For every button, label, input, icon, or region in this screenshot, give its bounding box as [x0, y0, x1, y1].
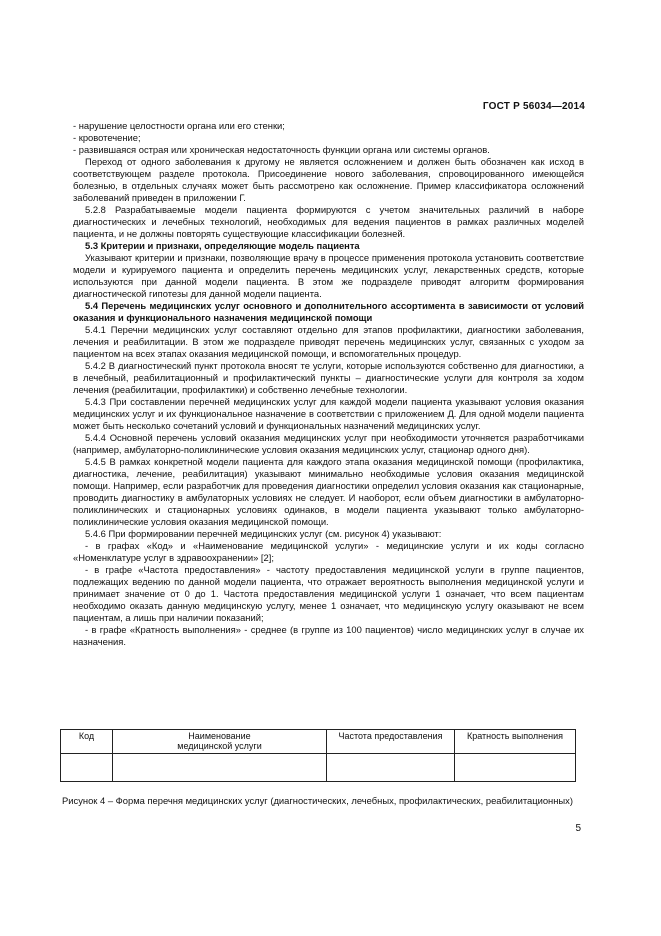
document-header: ГОСТ Р 56034—2014	[482, 101, 585, 112]
column-header-name: Наименование медицинской услуги	[113, 730, 327, 754]
list-item: - в графе «Частота предоставления» - частоту предоставления медицинской услуги в группе пациентов, подлежащих ведению по данной модели пациента, что отражает вероятность выполнения медицинской услуги и принимает значение от 0 до 1. Частота предоставления медицинской услуги 1 означает, что всем пациентам необходимо оказать данную медицинскую услугу, менее 1 означает, что медицинскую услугу оказывают не всем пациентам, а лишь при наличии показаний;	[73, 564, 584, 623]
bullet-item: - развившаяся острая или хроническая недостаточность функции органа или системы органов.	[73, 144, 490, 155]
column-header-multiplicity: Кратность выполнения	[455, 730, 576, 754]
paragraph: 5.4.6 При формировании перечней медицинских услуг (см. рисунок 4) указывают:	[85, 528, 442, 539]
paragraph: Указывают критерии и признаки, позволяющие врачу в процессе применения протокола установить соответствие модели и курируемого пациента и определить перечень медицинских услуг, лекарственных средств, которые используются при данной модели пациента. В этом же подразделе приводят алгоритм формирования диагностической гипотезы для данной модели пациента.	[73, 252, 584, 299]
paragraph: 5.2.8 Разрабатываемые модели пациента формируются с учетом значительных различий в наборе диагностических и лечебных технологий, необходимых для ведения пациентов в рамках различных моделей пациента, и не должны повторять существующие классификации болезней.	[73, 204, 584, 239]
paragraph: 5.4.3 При составлении перечней медицинских услуг для каждой модели пациента указывают условия оказания медицинских услуг и их функциональное назначение в соответствии с приложением Д. Для одной модели пациента может быть несколько сочетаний условий и функциональных назначений медицинских услуг.	[73, 396, 584, 431]
column-header-frequency: Частота предоставления	[327, 730, 455, 754]
document-body	[73, 120, 584, 648]
table-header-row	[61, 730, 576, 754]
services-form-table	[60, 729, 576, 782]
column-header-code: Код	[61, 730, 113, 754]
paragraph: 5.4.2 В диагностический пункт протокола вносят те услуги, которые используются собственно для диагностики, а в лечебный, реабилитационный и профилактический пункты – диагностические услуги для контроля за ходом лечения (реабилитации, профилактики) и собственно лечебные технологии.	[73, 360, 584, 395]
list-item: - в графах «Код» и «Наименование медицинской услуги» - медицинские услуги и их коды согласно «Номенклатуре услуг в здравоохранении» [2];	[73, 540, 584, 563]
table-cell	[455, 754, 576, 782]
table-cell	[327, 754, 455, 782]
section-heading-5-4: 5.4 Перечень медицинских услуг основного и дополнительного ассортимента в зависимости от условий оказания и функционального назначения медицинской помощи	[73, 300, 584, 323]
table-cell	[113, 754, 327, 782]
figure-caption: Рисунок 4 – Форма перечня медицинских услуг (диагностических, лечебных, профилактических, реабилитационных)	[62, 795, 573, 806]
table-cell	[61, 754, 113, 782]
paragraph: 5.4.1 Перечни медицинских услуг составляют отдельно для этапов профилактики, диагностики заболевания, лечения и реабилитации. В этом же подразделе приводят перечень медицинских услуг, связанных с уходом за пациентом на всех этапах оказания медицинской помощи, и вспомогательных процедур.	[73, 324, 584, 359]
section-heading-5-3: 5.3 Критерии и признаки, определяющие модель пациента	[85, 240, 360, 251]
bullet-item: - кровотечение;	[73, 132, 141, 143]
paragraph: Переход от одного заболевания к другому не является осложнением и должен быть обозначен как исход в соответствующем разделе протокола. Присоединение нового заболевания, спровоцированного имеющейся болезнью, в отдельных случаях может быть рассмотрено как осложнение. Пример классификатора осложнений заболеваний приведен в приложении Г.	[73, 156, 584, 203]
list-item: - в графе «Кратность выполнения» - среднее (в группе из 100 пациентов) число медицинских услуг в случае их назначения.	[73, 624, 584, 647]
table-row	[61, 754, 576, 782]
page-number: 5	[575, 823, 581, 834]
bullet-item: - нарушение целостности органа или его стенки;	[73, 120, 285, 131]
paragraph: 5.4.4 Основной перечень условий оказания медицинских услуг при необходимости уточняется разработчиками (например, амбулаторно-поликлинические условия оказания медицинских услуг, стационар одного дня).	[73, 432, 584, 455]
paragraph: 5.4.5 В рамках конкретной модели пациента для каждого этапа оказания медицинской помощи (профилактика, диагностика, лечение, реабилитация) указывают минимально необходимые условия оказания медицинской помощи. Например, если разработчик для проведения диагностики определил условия оказания как стационарные, проводить диагностику в амбулаторных условиях не следует. И наоборот, если объем диагностики в амбулаторно-поликлинических и стационарных условиях одинаков, в модели пациента указывают только амбулаторно-поликлинические условия оказания медицинской помощи.	[73, 456, 584, 527]
